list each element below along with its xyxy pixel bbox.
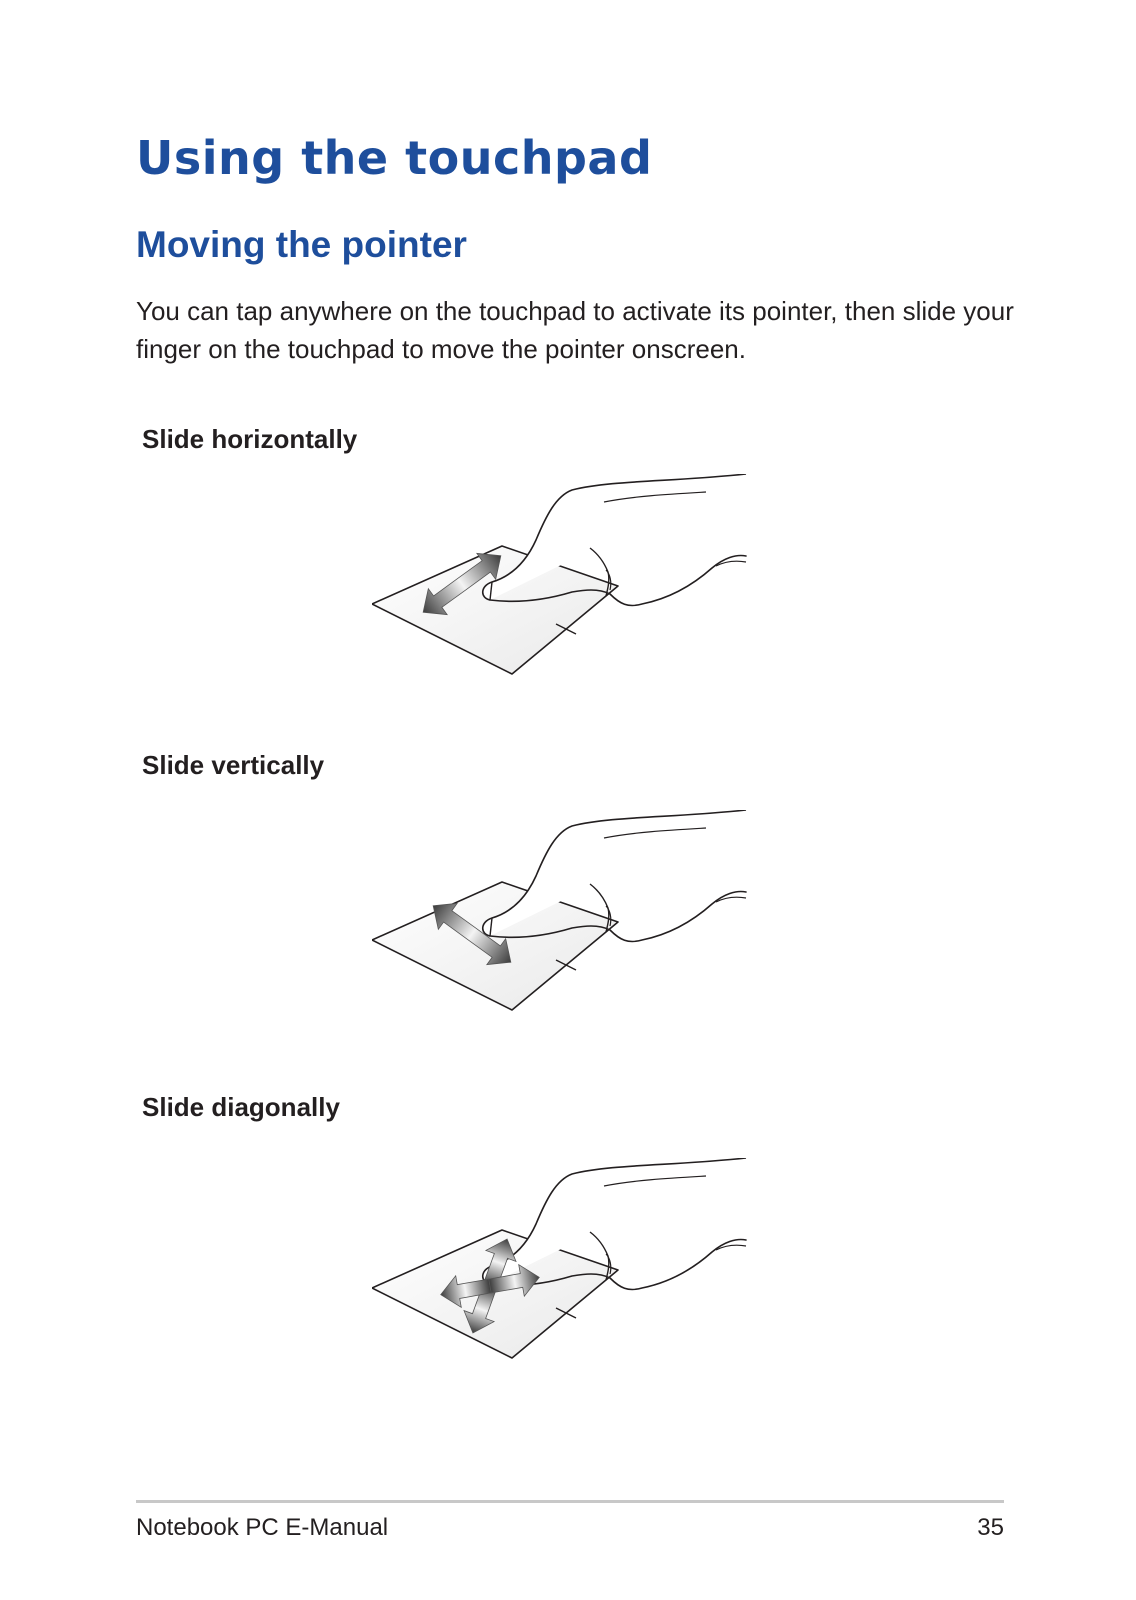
touchpad-slide-vertical-icon [372,810,768,1032]
touchpad-slide-diagonal-icon [372,1158,768,1380]
page-number: 35 [977,1514,1004,1541]
page-title: Using the touchpad [136,131,653,185]
footer-divider [136,1500,1004,1503]
footer-title: Notebook PC E-Manual [136,1514,389,1541]
section-title: Moving the pointer [136,224,467,265]
touchpad-slide-horizontal-icon [372,474,768,696]
gesture-label-horizontal: Slide horizontally [142,424,358,454]
gesture-label-diagonal: Slide diagonally [142,1092,340,1122]
intro-paragraph: You can tap anywhere on the touchpad to activate its pointer, then slide your finger on the touchpad to move the pointer onscreen. [136,296,1014,364]
gesture-label-vertical: Slide vertically [142,750,325,780]
